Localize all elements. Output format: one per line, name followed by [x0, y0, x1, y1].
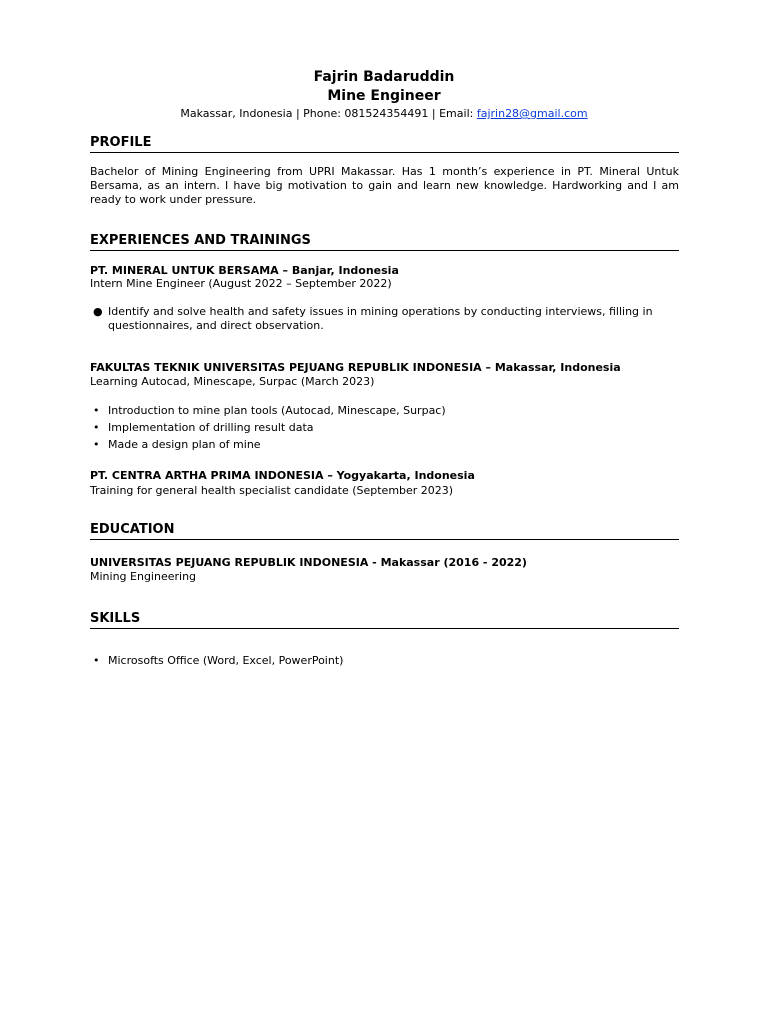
list-item [90, 654, 670, 668]
bullet-icon: • [93, 438, 100, 451]
education-major: Mining Engineering [90, 570, 197, 583]
bullet-icon: • [93, 421, 100, 434]
bullet-icon: • [93, 404, 100, 417]
experience-org-1: PT. MINERAL UNTUK BERSAMA – Banjar, Indonesia [90, 264, 399, 277]
bullet-text: Identify and solve health and safety issues in mining operations by conducting interviews, filling in questionnaires, and direct observation. [108, 305, 653, 332]
bullet-text: Implementation of drilling result data [108, 421, 314, 434]
resume-header [0, 67, 768, 122]
contact-details: Makassar, Indonesia | Phone: 081524354491 | Email: [180, 107, 477, 120]
skills-heading: SKILLS [90, 611, 679, 629]
experience-position-2: Learning Autocad, Minescape, Surpac (March 2023) [90, 375, 375, 388]
experiences-heading: EXPERIENCES AND TRAININGS [90, 233, 679, 251]
list-item [90, 438, 670, 452]
candidate-name: Fajrin Badaruddin [313, 69, 455, 85]
bullet-text: Microsofts Office (Word, Excel, PowerPoint) [108, 654, 344, 667]
bullet-text: Introduction to mine plan tools (Autocad, Minescape, Surpac) [108, 404, 446, 417]
bullet-text: Made a design plan of mine [108, 438, 261, 451]
contact-line [0, 106, 768, 122]
list-item [90, 404, 670, 418]
experience-org-3: PT. CENTRA ARTHA PRIMA INDONESIA – Yogyakarta, Indonesia [90, 469, 475, 482]
profile-heading: PROFILE [90, 135, 679, 153]
skills-bullets [90, 654, 670, 671]
list-item [90, 421, 670, 435]
candidate-role: Mine Engineer [327, 88, 441, 104]
bullet-icon: ● [93, 305, 103, 318]
list-item [90, 305, 670, 333]
education-heading: EDUCATION [90, 522, 679, 540]
experience-org-2: FAKULTAS TEKNIK UNIVERSITAS PEJUANG REPUBLIK INDONESIA – Makassar, Indonesia [90, 361, 621, 374]
education-school: UNIVERSITAS PEJUANG REPUBLIK INDONESIA - Makassar (2016 - 2022) [90, 556, 527, 569]
bullet-icon: • [93, 654, 100, 667]
experience-bullets-1 [90, 305, 670, 336]
experience-bullets-2 [90, 404, 670, 455]
profile-text: Bachelor of Mining Engineering from UPRI Makassar. Has 1 month’s experience in PT. Mineral Untuk Bersama, as an intern. I have big motivation to gain and learn new knowledge. Hardworking and I am ready to work under pressure. [90, 165, 679, 206]
experience-position-1: Intern Mine Engineer (August 2022 – September 2022) [90, 277, 392, 290]
experience-position-3: Training for general health specialist candidate (September 2023) [90, 484, 454, 497]
email-link[interactable]: fajrin28@gmail.com [476, 107, 588, 120]
